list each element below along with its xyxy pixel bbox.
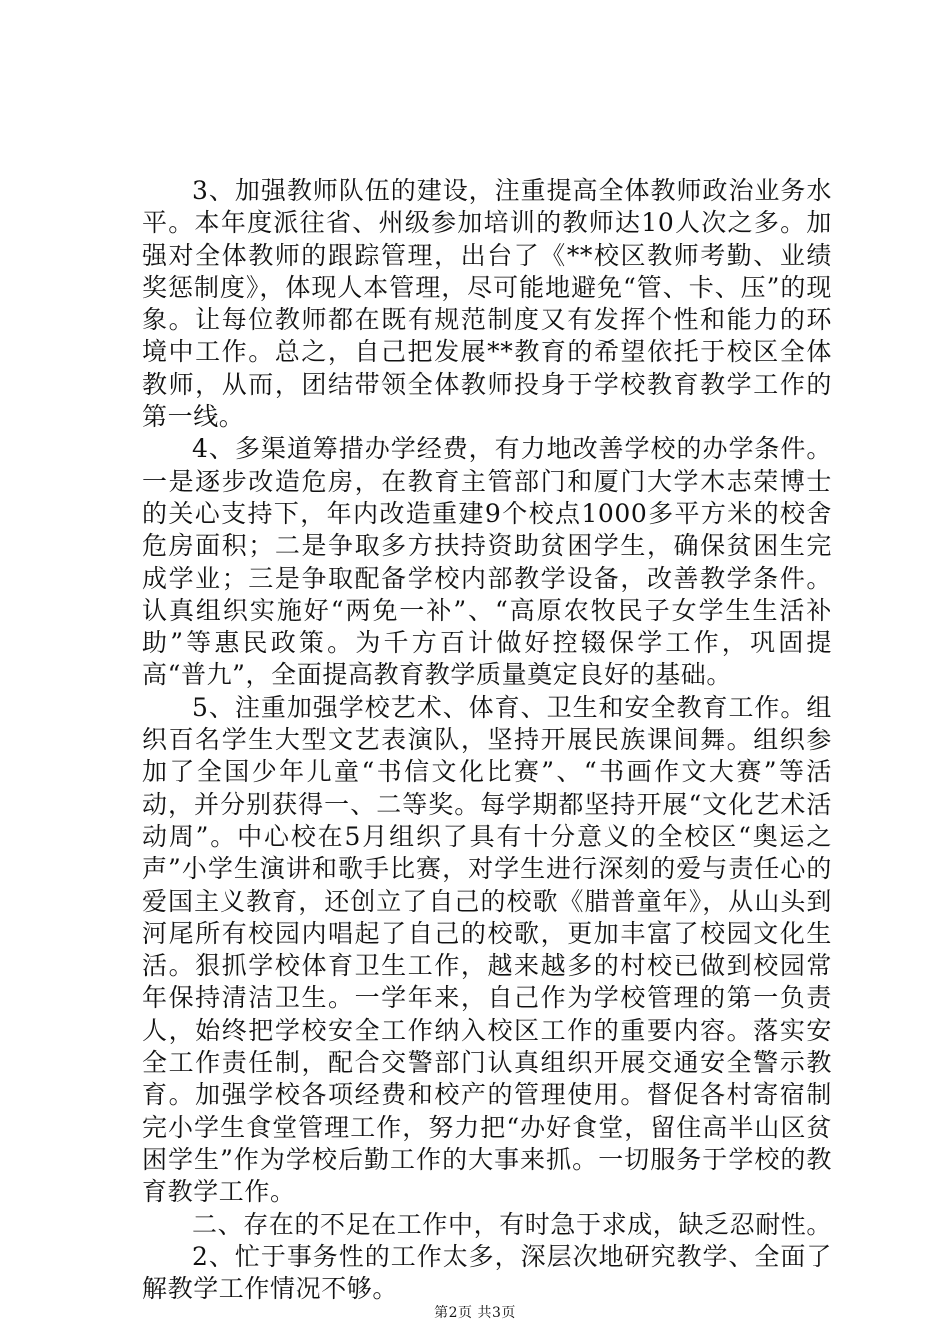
page-number-footer: 第2页 共3页 — [434, 1305, 516, 1321]
paragraph-teacher-team: 3、加强教师队伍的建设，注重提高全体教师政治业务水平。本年度派往省、州级参加培训的教师达10人次之多。加强对全体教师的跟踪管理，出台了《**校区教师考勤、业绩奖惩制度》，体现人本管理，尽可能地避免“管、卡、压”的现象。让每位教师都在既有规范制度又有发挥个性和能力的环境中工作。总之，自己把发展**教育的希望依托于校区全体教师，从而，团结带领全体教师投身于学校教育教学工作的第一线。 — [142, 176, 832, 432]
paragraph-busy-affairs: 2、忙于事务性的工作太多，深层次地研究教学、全面了解教学工作情况不够。 — [142, 1241, 832, 1304]
paragraph-arts-sports-safety: 5、注重加强学校艺术、体育、卫生和安全教育工作。组织百名学生大型文艺表演队，坚持开展民族课间舞。组织参加了全国少年儿童“书信文化比赛”、“书画作文大赛”等活动，并分别获得一、二等奖。每学期都坚持开展“文化艺术活动周”。中心校在5月组织了具有十分意义的全校区“奥运之声”小学生演讲和歌手比赛，对学生进行深刻的爱与责任心的爱国主义教育，还创立了自己的校歌《腊普童年》，从山头到河尾所有校园内唱起了自己的校歌，更加丰富了校园文化生活。狠抓学校体育卫生工作，越来越多的村校已做到校园常年保持清洁卫生。一学年来，自己作为学校管理的第一负责人，始终把学校安全工作纳入校区工作的重要内容。落实安全工作责任制，配合交警部门认真组织开展交通安全警示教育。加强学校各项经费和校产的管理使用。督促各村寄宿制完小学生食堂管理工作，努力把“办好食堂，留住高半山区贫困学生”作为学校后勤工作的大事来抓。一切服务于学校的教育教学工作。 — [142, 692, 832, 1207]
paragraph-school-funding: 4、多渠道筹措办学经费，有力地改善学校的办学条件。一是逐步改造危房，在教育主管部门和厦门大学木志荣博士的关心支持下，年内改造重建9个校点1000多平方米的校舍危房面积；二是争取多方扶持资助贫困学生，确保贫困生完成学业；三是争取配备学校内部教学设备，改善教学条件。认真组织实施好“两免一补”、“高原农牧民子女学生生活补助”等惠民政策。为千方百计做好控辍保学工作，巩固提高“普九”，全面提高教育教学质量奠定良好的基础。 — [142, 434, 832, 690]
document-body — [142, 175, 832, 1305]
paragraph-shortcomings: 二、存在的不足在工作中，有时急于求成，缺乏忍耐性。 — [192, 1209, 833, 1239]
